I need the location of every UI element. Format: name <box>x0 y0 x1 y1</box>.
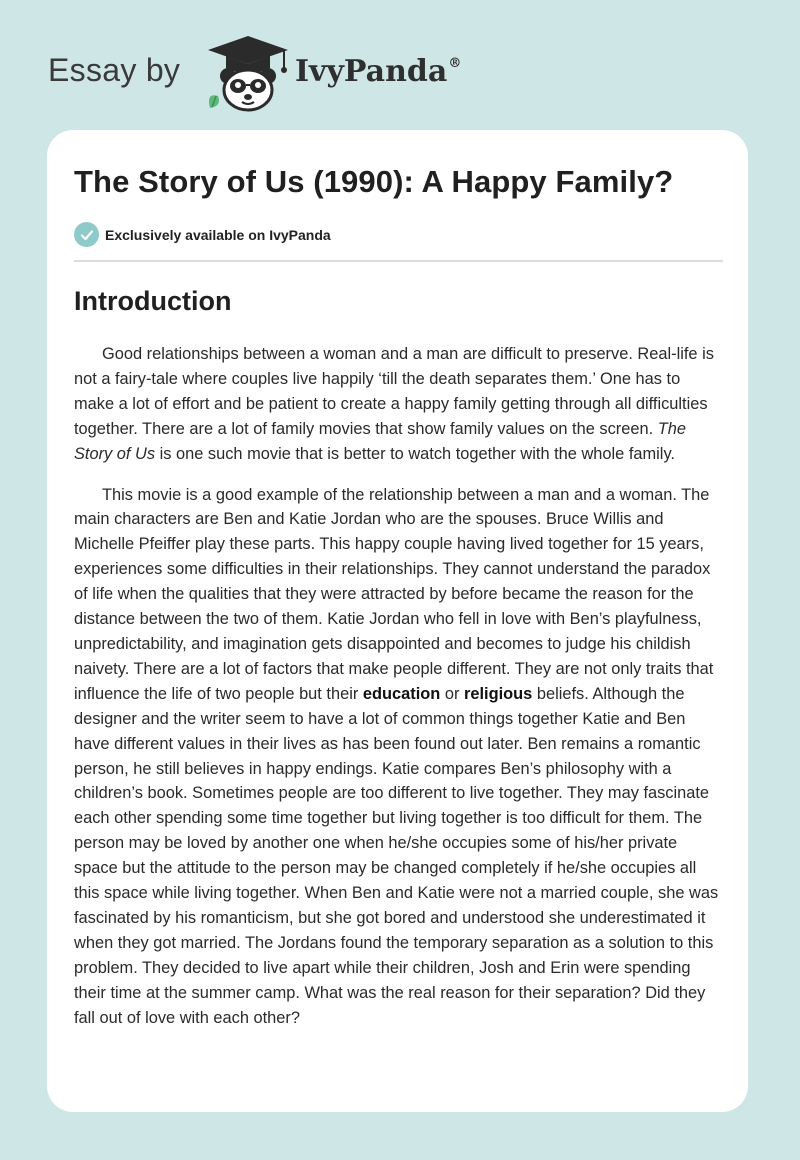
paragraph-1-part-1: Good relationships between a woman and a man are difficult to preserve. Real-life is not a fairy-tale where couples live happily ‘till the death separates them.’ One has to make a lot of effort and be patient to create a happy family getting through all difficulties together. There are a lot of family movies that show family values on the screen. <box>74 345 714 438</box>
paragraph-2-part-1: This movie is a good example of the relationship between a man and a woman. The main characters are Ben and Katie Jordan who are the spouses. Bruce Willis and Michelle Pfeiffer play these parts. This happy couple having lived together for 15 years, experiences some difficulties in their relationships. They cannot understand the paradox of life when the qualities that they were attracted by before became the reason for the distance between the two of them. Katie Jordan who fell in love with Ben’s playfulness, unpredictability, and imagination gets disappointed and becomes to judge his childish naivety. There are a lot of factors that make people different. They are not only traits that influence the life of two people but their <box>74 485 714 703</box>
paragraph-2 <box>74 483 724 1031</box>
exclusive-badge <box>74 222 331 247</box>
brand-text: IvyPanda <box>295 54 448 89</box>
paragraph-1 <box>74 342 724 467</box>
site-header <box>48 30 508 110</box>
keyword-education[interactable]: education <box>362 684 441 703</box>
panda-graduate-icon[interactable] <box>204 34 292 112</box>
essay-card <box>47 130 748 1112</box>
essay-title: The Story of Us (1990): A Happy Family? <box>74 164 674 199</box>
paragraph-2-part-2: or <box>440 684 464 703</box>
movie-title-italic: The Story of Us <box>74 419 686 463</box>
keyword-religious[interactable]: religious <box>463 684 533 703</box>
trademark-symbol: ® <box>448 56 462 71</box>
essay-by-label: Essay by <box>48 52 181 88</box>
title-divider <box>74 260 723 262</box>
exclusive-badge-text: Exclusively available on IvyPanda <box>105 226 331 243</box>
section-heading-introduction: Introduction <box>74 286 232 316</box>
check-icon <box>74 222 99 247</box>
brand-name[interactable] <box>295 54 461 89</box>
paragraph-1-part-2: is one such movie that is better to watch together with the whole family. <box>155 444 675 463</box>
paragraph-2-part-3: beliefs. Although the designer and the writer seem to have a lot of common things together Katie and Ben have different values in their lives as has been found out later. Ben remains a romantic person, he still believes in happy endings. Katie compares Ben’s philosophy with a children’s book. Sometimes people are too different to live together. They may fascinate each other spending some time together but living together is too difficult for them. The person may be loved by another one when he/she occupies some of his/her private space but the attitude to the person may be changed completely if he/she occupies all this space while living together. When Ben and Katie were not a married couple, she was fascinated by his romanticism, but she got bored and understood she underestimated it when they got married. The Jordans found the temporary separation as a solution to this problem. They decided to live apart while their children, Josh and Erin were spending their time at the summer camp. What was the real reason for their separation? Did they fall out of love with each other? <box>74 684 719 1027</box>
essay-body <box>74 342 724 1046</box>
